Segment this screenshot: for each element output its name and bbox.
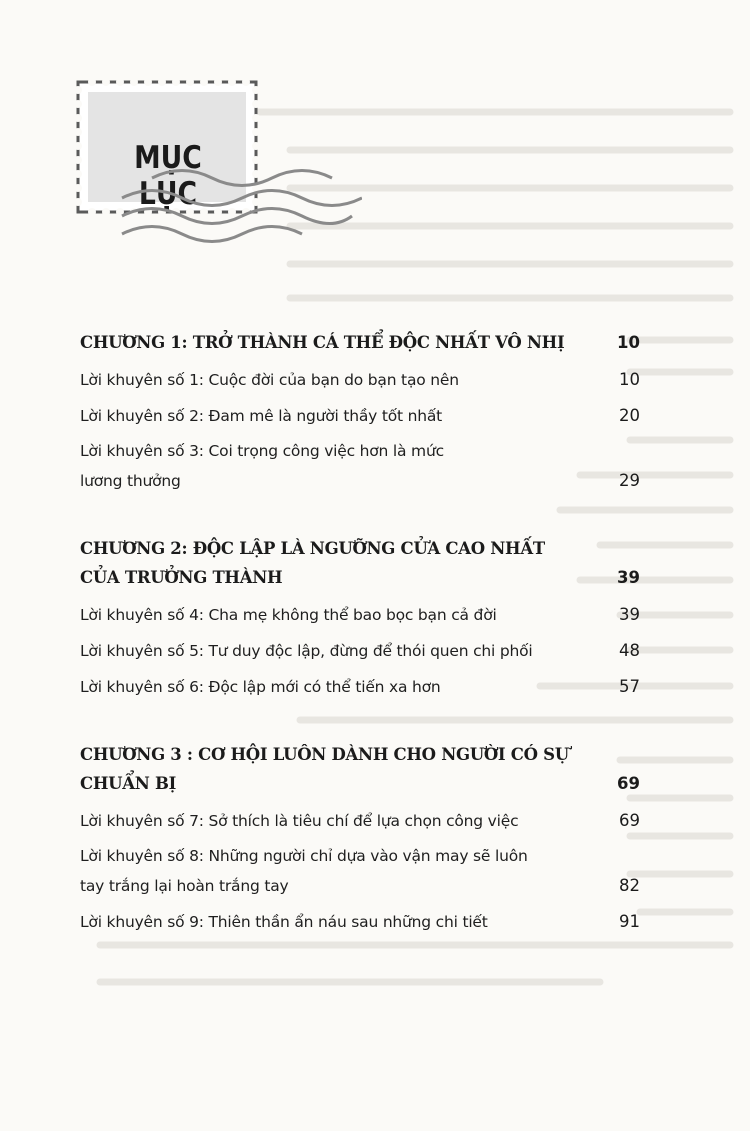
entry-page-number: 20	[619, 406, 640, 425]
toc-entry[interactable]	[80, 636, 640, 666]
entry-title: Lời khuyên số 9: Thiên thần ẩn náu sau những chi tiết	[80, 913, 488, 931]
chapter-heading[interactable]	[80, 769, 640, 798]
entry-title: Lời khuyên số 3: Coi trọng công việc hơn là mức	[80, 442, 444, 460]
entry-page-number: 39	[619, 605, 640, 624]
entry-title: Lời khuyên số 5: Tư duy độc lập, đừng để thói quen chi phối	[80, 642, 533, 660]
entry-page-number: 57	[619, 677, 640, 696]
entry-page-number: 10	[619, 370, 640, 389]
chapter-heading[interactable]	[80, 563, 640, 592]
toc-entry[interactable]	[80, 365, 640, 395]
toc-entry[interactable]	[80, 672, 640, 702]
toc-entry[interactable]	[80, 401, 640, 431]
entry-title: Lời khuyên số 4: Cha mẹ không thể bao bọc bạn cả đời	[80, 606, 497, 624]
table-of-contents	[80, 328, 640, 975]
entry-title-continued: lương thưởng	[80, 472, 181, 490]
entry-title: Lời khuyên số 7: Sở thích là tiêu chí để lựa chọn công việc	[80, 812, 519, 830]
chapter-1	[80, 328, 640, 496]
entry-title: Lời khuyên số 2: Đam mê là người thầy tốt nhất	[80, 407, 443, 425]
toc-entry[interactable]	[80, 806, 640, 836]
chapter-title[interactable]: CHƯƠNG 2: ĐỘC LẬP LÀ NGƯỠNG CỬA CAO NHẤT	[80, 539, 545, 558]
toc-entry[interactable]	[80, 600, 640, 630]
postmark-wave-lines	[112, 158, 362, 258]
entry-page-number: 29	[619, 471, 640, 490]
entry-title: Lời khuyên số 8: Những người chỉ dựa vào vận may sẽ luôn	[80, 847, 528, 865]
entry-page-number: 91	[619, 912, 640, 931]
chapter-title-continued: CHUẨN BỊ	[80, 774, 177, 793]
entry-title: Lời khuyên số 1: Cuộc đời của bạn do bạn tạo nên	[80, 371, 459, 389]
toc-entry[interactable]	[80, 907, 640, 937]
entry-page-number: 82	[619, 876, 640, 895]
chapter-page-number: 69	[617, 774, 640, 793]
chapter-title: CHƯƠNG 1: TRỞ THÀNH CÁ THỂ ĐỘC NHẤT VÔ NHỊ	[80, 333, 565, 352]
chapter-3	[80, 740, 640, 937]
entry-page-number: 69	[619, 811, 640, 830]
entry-title: Lời khuyên số 6: Độc lập mới có thể tiến xa hơn	[80, 678, 441, 696]
chapter-title[interactable]: CHƯƠNG 3 : CƠ HỘI LUÔN DÀNH CHO NGƯỜI CÓ SỰ	[80, 745, 569, 764]
entry-title-continued: tay trắng lại hoàn trắng tay	[80, 877, 289, 895]
chapter-page-number: 39	[617, 568, 640, 587]
chapter-page-number: 10	[617, 333, 640, 352]
entry-page-number: 48	[619, 641, 640, 660]
chapter-title-continued: CỦA TRƯỞNG THÀNH	[80, 568, 283, 587]
toc-entry[interactable]	[80, 842, 640, 901]
chapter-heading[interactable]	[80, 328, 640, 357]
stamp-title: MỤC LỤC	[134, 140, 202, 212]
chapter-2	[80, 534, 640, 702]
toc-entry[interactable]	[80, 437, 640, 496]
